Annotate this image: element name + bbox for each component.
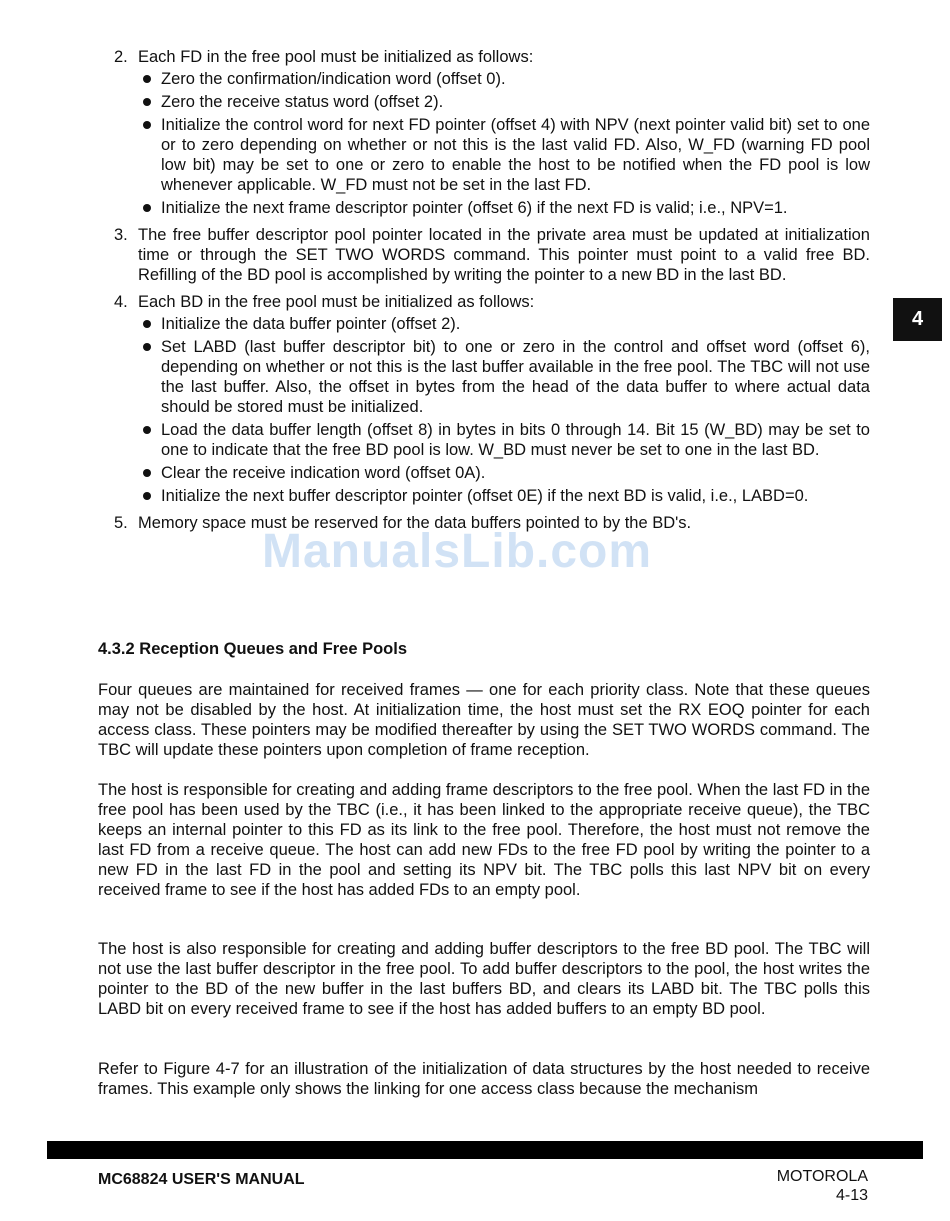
body-paragraph: The host is responsible for creating and adding frame descriptors to the free pool. When the last FD in the free pool has been used by the TBC (i.e., it has been linked to the appropriate receive queue), the TBC keeps an internal pointer to this FD as its link to the free pool. Therefore, the host must not remove the last FD from a receive queue. The host can add new FDs to the free FD pool by writing the pointer to a new FD in the last FD in the pool and setting its NPV bit. The TBC polls this last NPV bit on every received frame to see if the host has added FDs to an empty pool. (98, 781, 870, 899)
item-text: Each BD in the free pool must be initialized as follows: (138, 293, 535, 311)
section-heading: 4.3.2 Reception Queues and Free Pools (98, 640, 408, 658)
item-text: The free buffer descriptor pool pointer located in the private area must be updated at initialization time or through the SET TWO WORDS command. This pointer must point to a valid free BD. Refilling of the BD pool is accomplished by writing the pointer to a new BD in the last BD. (138, 226, 870, 284)
footer-manual-title: MC68824 USER'S MANUAL (98, 1171, 305, 1188)
item-number: 5. (114, 514, 128, 532)
bullet-item: Zero the confirmation/indication word (offset 0). (138, 69, 870, 89)
list-item (98, 47, 870, 218)
bullet-item: Set LABD (last buffer descriptor bit) to one or zero in the control and offset word (offset 6), depending on whether or not this is the last buffer available in the free pool. The TBC will not use the last buffer. Also, the offset in bytes from the head of the data buffer to where actual data should be stored must be initialized. (138, 337, 870, 417)
bullet-item: Zero the receive status word (offset 2). (138, 92, 870, 112)
item-number: 2. (114, 48, 128, 66)
bullet-item: Load the data buffer length (offset 8) in bytes in bits 0 through 14. Bit 15 (W_BD) may be set to one to indicate that the free BD pool is low. W_BD must never be set to one in the last BD. (138, 420, 870, 460)
list-item (98, 292, 870, 506)
item-number: 4. (114, 293, 128, 311)
item-number: 3. (114, 226, 128, 244)
numbered-list (98, 47, 870, 540)
bullet-item: Initialize the next buffer descriptor pointer (offset 0E) if the next BD is valid, i.e., LABD=0. (138, 486, 870, 506)
body-paragraph: Four queues are maintained for received frames — one for each priority class. Note that these queues may not be disabled by the host. At initialization time, the host must set the RX EOQ pointer for each access class. These pointers may be modified thereafter by using the SET TWO WORDS command. The TBC will update these pointers upon completion of frame reception. (98, 681, 870, 759)
bullet-list (138, 69, 870, 218)
bullet-list (138, 314, 870, 506)
bullet-item: Clear the receive indication word (offset 0A). (138, 463, 870, 483)
bullet-item: Initialize the control word for next FD pointer (offset 4) with NPV (next pointer valid bit) set to one or to zero depending on whether or not this is the last valid FD. Also, W_FD (warning FD pool low bit) may be set to one or zero to enable the host to be notified when the FD pool is low whenever applicable. W_FD must not be set in the last FD. (138, 115, 870, 195)
page-number: 4-13 (835, 1187, 868, 1204)
body-paragraph: The host is also responsible for creating and adding buffer descriptors to the free BD pool. The TBC will not use the last buffer descriptor in the free pool. To add buffer descriptors to the pool, the host writes the pointer to the BD of the new buffer in the last buffers BD, and clears its LABD bit. The TBC polls this LABD bit on every received frame to see if the host has added buffers to an empty BD pool. (98, 940, 870, 1018)
watermark: ManualsLib.com (262, 525, 653, 578)
footer-right (777, 1167, 868, 1205)
item-text: Each FD in the free pool must be initialized as follows: (138, 48, 534, 66)
item-text: Memory space must be reserved for the data buffers pointed to by the BD's. (138, 514, 692, 532)
footer-company: MOTOROLA (776, 1168, 868, 1185)
footer-rule (47, 1141, 923, 1159)
bullet-item: Initialize the data buffer pointer (offset 2). (138, 314, 870, 334)
bullet-item: Initialize the next frame descriptor pointer (offset 6) if the next FD is valid; i.e., NPV=1. (138, 198, 870, 218)
chapter-tab: 4 (893, 298, 942, 341)
list-item (98, 225, 870, 285)
body-paragraph: Refer to Figure 4-7 for an illustration of the initialization of data structures by the host needed to receive frames. This example only shows the linking for one access class because the mechanism (98, 1060, 870, 1098)
